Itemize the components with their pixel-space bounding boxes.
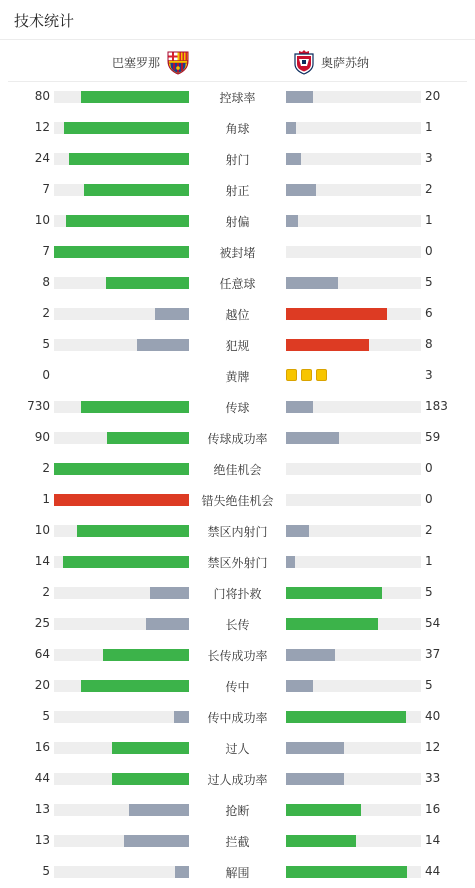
stat-label: 门将扑救 — [213, 587, 262, 601]
home-bar — [54, 463, 189, 475]
stat-row — [0, 702, 475, 733]
home-value: 64 — [34, 647, 50, 661]
away-bar — [286, 618, 421, 630]
home-value: 14 — [34, 554, 50, 568]
home-bar — [54, 711, 189, 723]
stat-row — [0, 392, 475, 423]
away-bar — [286, 804, 421, 816]
home-bar — [54, 401, 189, 413]
home-bar-fill — [81, 680, 189, 692]
stat-label: 抢断 — [225, 804, 250, 818]
away-bar-fill — [286, 432, 339, 444]
away-value: 12 — [425, 740, 441, 754]
stat-row — [0, 237, 475, 268]
away-bar — [286, 587, 421, 599]
away-team-name: 奥萨苏纳 — [321, 55, 370, 70]
home-team[interactable] — [112, 49, 191, 75]
yellow-card-icon — [301, 369, 312, 381]
home-bar — [54, 432, 189, 444]
away-value: 1 — [425, 554, 433, 568]
home-bar — [54, 339, 189, 351]
stat-label: 传球 — [225, 401, 250, 415]
home-bar — [54, 866, 189, 878]
stat-row — [0, 485, 475, 516]
stat-row — [0, 578, 475, 609]
home-value: 7 — [42, 244, 50, 258]
away-bar — [286, 835, 421, 847]
away-value: 1 — [425, 120, 433, 134]
away-bar — [286, 556, 421, 568]
stat-label: 犯规 — [225, 339, 250, 353]
home-bar — [54, 494, 189, 506]
away-bar — [286, 184, 421, 196]
stat-label: 射门 — [225, 153, 250, 167]
home-bar-fill — [64, 122, 189, 134]
home-bar-fill — [63, 556, 189, 568]
home-value: 2 — [42, 585, 50, 599]
away-bar-fill — [286, 618, 378, 630]
away-bar-fill — [286, 835, 356, 847]
osasuna-crest-icon — [293, 49, 315, 75]
stat-label: 过人成功率 — [207, 773, 268, 787]
away-value: 5 — [425, 678, 433, 692]
stat-row — [0, 330, 475, 361]
yellow-card-icon — [316, 369, 327, 381]
stat-label: 过人 — [225, 742, 250, 756]
stat-row — [0, 547, 475, 578]
away-bar — [286, 649, 421, 661]
home-value: 10 — [34, 213, 50, 227]
stat-row — [0, 144, 475, 175]
stat-label: 绝佳机会 — [213, 463, 262, 477]
away-value: 16 — [425, 802, 441, 816]
home-bar-fill — [103, 649, 189, 661]
home-value: 10 — [34, 523, 50, 537]
home-value: 2 — [42, 306, 50, 320]
home-bar — [54, 587, 189, 599]
stat-label: 传中成功率 — [207, 711, 268, 725]
home-value: 1 — [42, 492, 50, 506]
away-value: 20 — [425, 89, 441, 103]
home-value: 16 — [34, 740, 50, 754]
home-bar — [54, 153, 189, 165]
home-bar-fill — [106, 277, 189, 289]
home-value: 5 — [42, 864, 50, 878]
section-header — [0, 0, 475, 40]
stat-row — [0, 423, 475, 454]
away-bar-fill — [286, 401, 313, 413]
stat-row — [0, 175, 475, 206]
home-value: 13 — [34, 802, 50, 816]
stat-row — [0, 764, 475, 795]
away-value: 33 — [425, 771, 441, 785]
home-bar-fill — [155, 308, 189, 320]
away-bar-fill — [286, 91, 313, 103]
stat-label: 传球成功率 — [207, 432, 268, 446]
away-bar-fill — [286, 525, 309, 537]
away-value: 8 — [425, 337, 433, 351]
home-bar — [54, 277, 189, 289]
home-value: 12 — [34, 120, 50, 134]
away-value: 1 — [425, 213, 433, 227]
home-bar — [54, 773, 189, 785]
stat-row — [0, 206, 475, 237]
home-bar-fill — [54, 494, 189, 506]
away-bar-fill — [286, 339, 369, 351]
home-bar-fill — [107, 432, 189, 444]
stat-row — [0, 454, 475, 485]
away-bar — [286, 680, 421, 692]
away-value: 0 — [425, 492, 433, 506]
away-bar — [286, 463, 421, 475]
home-bar-fill — [124, 835, 189, 847]
away-bar — [286, 494, 421, 506]
stat-row — [0, 268, 475, 299]
away-bar — [286, 215, 421, 227]
home-bar-fill — [150, 587, 189, 599]
home-value: 90 — [34, 430, 50, 444]
home-bar — [54, 246, 189, 258]
team-header — [8, 41, 467, 82]
home-bar — [54, 742, 189, 754]
stat-row — [0, 609, 475, 640]
home-value: 0 — [42, 368, 50, 382]
away-team[interactable] — [293, 49, 369, 75]
away-bar-fill — [286, 587, 382, 599]
away-value: 5 — [425, 275, 433, 289]
home-value: 24 — [34, 151, 50, 165]
home-value: 8 — [42, 275, 50, 289]
home-bar-fill — [175, 866, 189, 878]
stat-label: 射偏 — [225, 215, 250, 229]
away-value: 2 — [425, 523, 433, 537]
away-bar-fill — [286, 556, 295, 568]
stat-row — [0, 857, 475, 888]
home-bar-fill — [84, 184, 189, 196]
stat-label: 任意球 — [219, 277, 256, 291]
away-bar-fill — [286, 277, 338, 289]
stat-label: 禁区外射门 — [207, 556, 268, 570]
home-bar-fill — [146, 618, 189, 630]
home-bar-fill — [66, 215, 189, 227]
away-value: 0 — [425, 461, 433, 475]
home-value: 5 — [42, 709, 50, 723]
away-bar — [286, 339, 421, 351]
barcelona-crest-icon — [165, 49, 191, 75]
away-bar — [286, 742, 421, 754]
stat-label: 长传 — [225, 618, 250, 632]
stat-row — [0, 671, 475, 702]
home-bar — [54, 308, 189, 320]
stat-label: 拦截 — [225, 835, 250, 849]
away-bar-fill — [286, 215, 298, 227]
home-value: 13 — [34, 833, 50, 847]
home-bar-fill — [81, 401, 189, 413]
stat-row — [0, 113, 475, 144]
away-bar-fill — [286, 122, 296, 134]
away-value: 5 — [425, 585, 433, 599]
home-bar — [54, 618, 189, 630]
stat-label: 控球率 — [219, 91, 256, 105]
home-value: 730 — [27, 399, 50, 413]
away-bar — [286, 277, 421, 289]
away-bar — [286, 308, 421, 320]
home-bar — [54, 215, 189, 227]
home-bar-fill — [81, 91, 189, 103]
home-bar-fill — [54, 246, 189, 258]
away-value: 6 — [425, 306, 433, 320]
section-title: 技术统计 — [14, 12, 75, 30]
stat-label: 被封堵 — [219, 246, 256, 260]
home-bar-fill — [77, 525, 189, 537]
home-bar-fill — [137, 339, 189, 351]
stat-row — [0, 795, 475, 826]
home-value: 80 — [34, 89, 50, 103]
home-bar-fill — [69, 153, 189, 165]
away-bar — [286, 525, 421, 537]
home-bar — [54, 680, 189, 692]
away-bar-fill — [286, 308, 387, 320]
home-bar — [54, 184, 189, 196]
home-bar-fill — [54, 463, 189, 475]
home-bar-fill — [112, 773, 189, 785]
home-bar — [54, 556, 189, 568]
away-value: 59 — [425, 430, 441, 444]
away-value: 54 — [425, 616, 441, 630]
stat-row — [0, 733, 475, 764]
away-bar — [286, 122, 421, 134]
home-value: 5 — [42, 337, 50, 351]
home-team-name: 巴塞罗那 — [111, 55, 160, 70]
stat-row — [0, 299, 475, 330]
away-bar — [286, 91, 421, 103]
stat-label: 黄牌 — [225, 370, 250, 384]
home-bar-fill — [129, 804, 189, 816]
away-bar-fill — [286, 153, 301, 165]
away-bar-fill — [286, 184, 316, 196]
away-bar-fill — [286, 680, 313, 692]
home-bar-fill — [174, 711, 189, 723]
away-bar-fill — [286, 649, 335, 661]
away-bar — [286, 773, 421, 785]
home-value: 25 — [34, 616, 50, 630]
away-bar — [286, 711, 421, 723]
stat-label: 解围 — [225, 866, 250, 880]
away-yellow-cards — [286, 369, 331, 381]
yellow-card-icon — [286, 369, 297, 381]
stat-label: 错失绝佳机会 — [201, 494, 274, 508]
home-bar — [54, 835, 189, 847]
away-bar-fill — [286, 742, 344, 754]
away-value: 40 — [425, 709, 441, 723]
home-value: 20 — [34, 678, 50, 692]
stat-row — [0, 516, 475, 547]
home-bar — [54, 91, 189, 103]
away-value: 183 — [425, 399, 448, 413]
away-bar — [286, 432, 421, 444]
away-value: 3 — [425, 368, 433, 382]
away-value: 37 — [425, 647, 441, 661]
away-bar-fill — [286, 804, 361, 816]
away-bar-fill — [286, 866, 407, 878]
stat-label: 禁区内射门 — [207, 525, 268, 539]
away-value: 44 — [425, 864, 441, 878]
home-bar — [54, 804, 189, 816]
away-value: 2 — [425, 182, 433, 196]
stat-label: 传中 — [225, 680, 250, 694]
away-bar-fill — [286, 773, 344, 785]
away-bar — [286, 153, 421, 165]
stat-row — [0, 361, 475, 392]
home-value: 44 — [34, 771, 50, 785]
stat-row — [0, 82, 475, 113]
home-bar-fill — [112, 742, 189, 754]
stat-row — [0, 826, 475, 857]
stat-label: 长传成功率 — [207, 649, 268, 663]
away-bar — [286, 401, 421, 413]
away-bar — [286, 246, 421, 258]
away-value: 0 — [425, 244, 433, 258]
stat-label: 射正 — [225, 184, 250, 198]
away-bar — [286, 866, 421, 878]
home-bar — [54, 649, 189, 661]
home-bar — [54, 122, 189, 134]
home-value: 7 — [42, 182, 50, 196]
away-value: 14 — [425, 833, 441, 847]
stat-label: 越位 — [225, 308, 250, 322]
away-bar-fill — [286, 711, 406, 723]
stat-row — [0, 640, 475, 671]
home-bar — [54, 525, 189, 537]
away-value: 3 — [425, 151, 433, 165]
home-value: 2 — [42, 461, 50, 475]
stat-label: 角球 — [225, 122, 250, 136]
